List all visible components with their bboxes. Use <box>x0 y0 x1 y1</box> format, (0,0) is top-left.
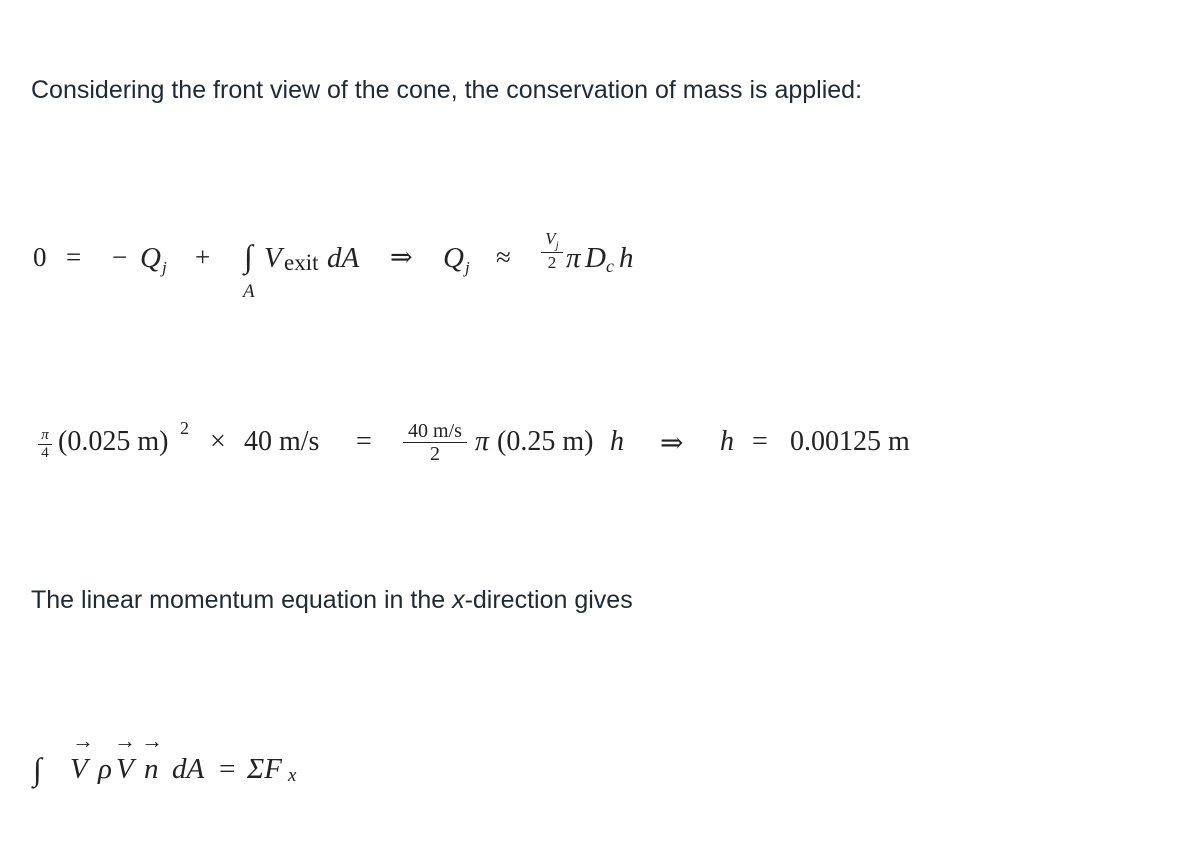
eq2-h: h <box>610 426 624 457</box>
eq1-Q2: Q <box>443 242 464 274</box>
eq2-times: × <box>210 426 226 457</box>
eq3-integral: ∫ <box>33 751 42 787</box>
eq2-cone-diameter: (0.25 m) <box>497 426 594 457</box>
eq1-V-sub-exit: exit <box>284 250 319 275</box>
eq1-zero: 0 <box>33 242 47 272</box>
eq2-equals-result: = <box>752 426 768 457</box>
eq1-dA: dA <box>327 242 360 274</box>
eq1-V: V <box>264 242 282 274</box>
eq1-integral: ∫ <box>244 238 253 274</box>
eq3-rho: ρ <box>98 753 112 785</box>
eq3-arrow-V2: → <box>114 728 136 753</box>
eq2-speed: 40 m/s <box>244 426 320 457</box>
eq2-pi: π <box>475 426 490 457</box>
eq1-Q: Q <box>140 242 161 274</box>
eq3-sum-F: ΣF <box>247 753 282 785</box>
eq3-V2: V <box>116 753 134 785</box>
eq1-D: D <box>585 242 606 274</box>
momentum-text-before: The linear momentum equation in the <box>31 586 453 614</box>
eq3-arrow-V1: → <box>72 728 94 753</box>
eq1-fraction-denominator: 2 <box>547 253 557 273</box>
eq2-implies: ⇒ <box>660 428 684 459</box>
eq2-square: 2 <box>180 418 189 438</box>
eq3-n: n <box>144 753 159 785</box>
momentum-text-var: x <box>452 586 465 614</box>
eq1-equals: = <box>66 242 82 272</box>
eq2-fraction-denominator: 2 <box>430 443 440 465</box>
eq2-fraction-numerator: 40 m/s <box>408 420 462 442</box>
intro-text: Considering the front view of the cone, the conservation of mass is applied: <box>31 76 863 104</box>
eq2-diameter-term: (0.025 m) <box>58 426 169 457</box>
eq2-h-result: h <box>720 426 734 457</box>
eq1-Q2-sub-j: j <box>465 258 470 277</box>
eq1-fraction-numerator: $V_j$ <box>545 229 559 252</box>
eq1-minus: − <box>112 242 128 272</box>
eq1-integral-subscript: A <box>243 281 255 302</box>
eq3-sub-x: x <box>288 765 297 786</box>
eq3-equals: = <box>219 753 236 785</box>
eq1-fraction <box>541 230 563 271</box>
eq2-result: 0.00125 m <box>790 426 910 457</box>
eq2-equals: = <box>356 426 372 457</box>
eq1-pi: π <box>566 242 581 274</box>
momentum-text-after: -direction gives <box>464 586 633 614</box>
eq3-arrow-n: → <box>141 728 163 753</box>
eq3-dA: dA <box>172 753 205 785</box>
eq3-V1: V <box>70 753 88 785</box>
eq1-plus: + <box>195 242 211 272</box>
eq1-h: h <box>619 242 634 274</box>
eq1-implies: ⇒ <box>390 242 413 272</box>
eq1-Q-sub-j: j <box>162 258 167 277</box>
eq1-approx: ≈ <box>496 242 511 272</box>
eq1-D-sub-c: c <box>606 256 614 276</box>
momentum-text <box>31 586 633 615</box>
eq2-pi-over-4: π 4 <box>38 428 52 461</box>
eq2-fraction <box>403 421 467 464</box>
